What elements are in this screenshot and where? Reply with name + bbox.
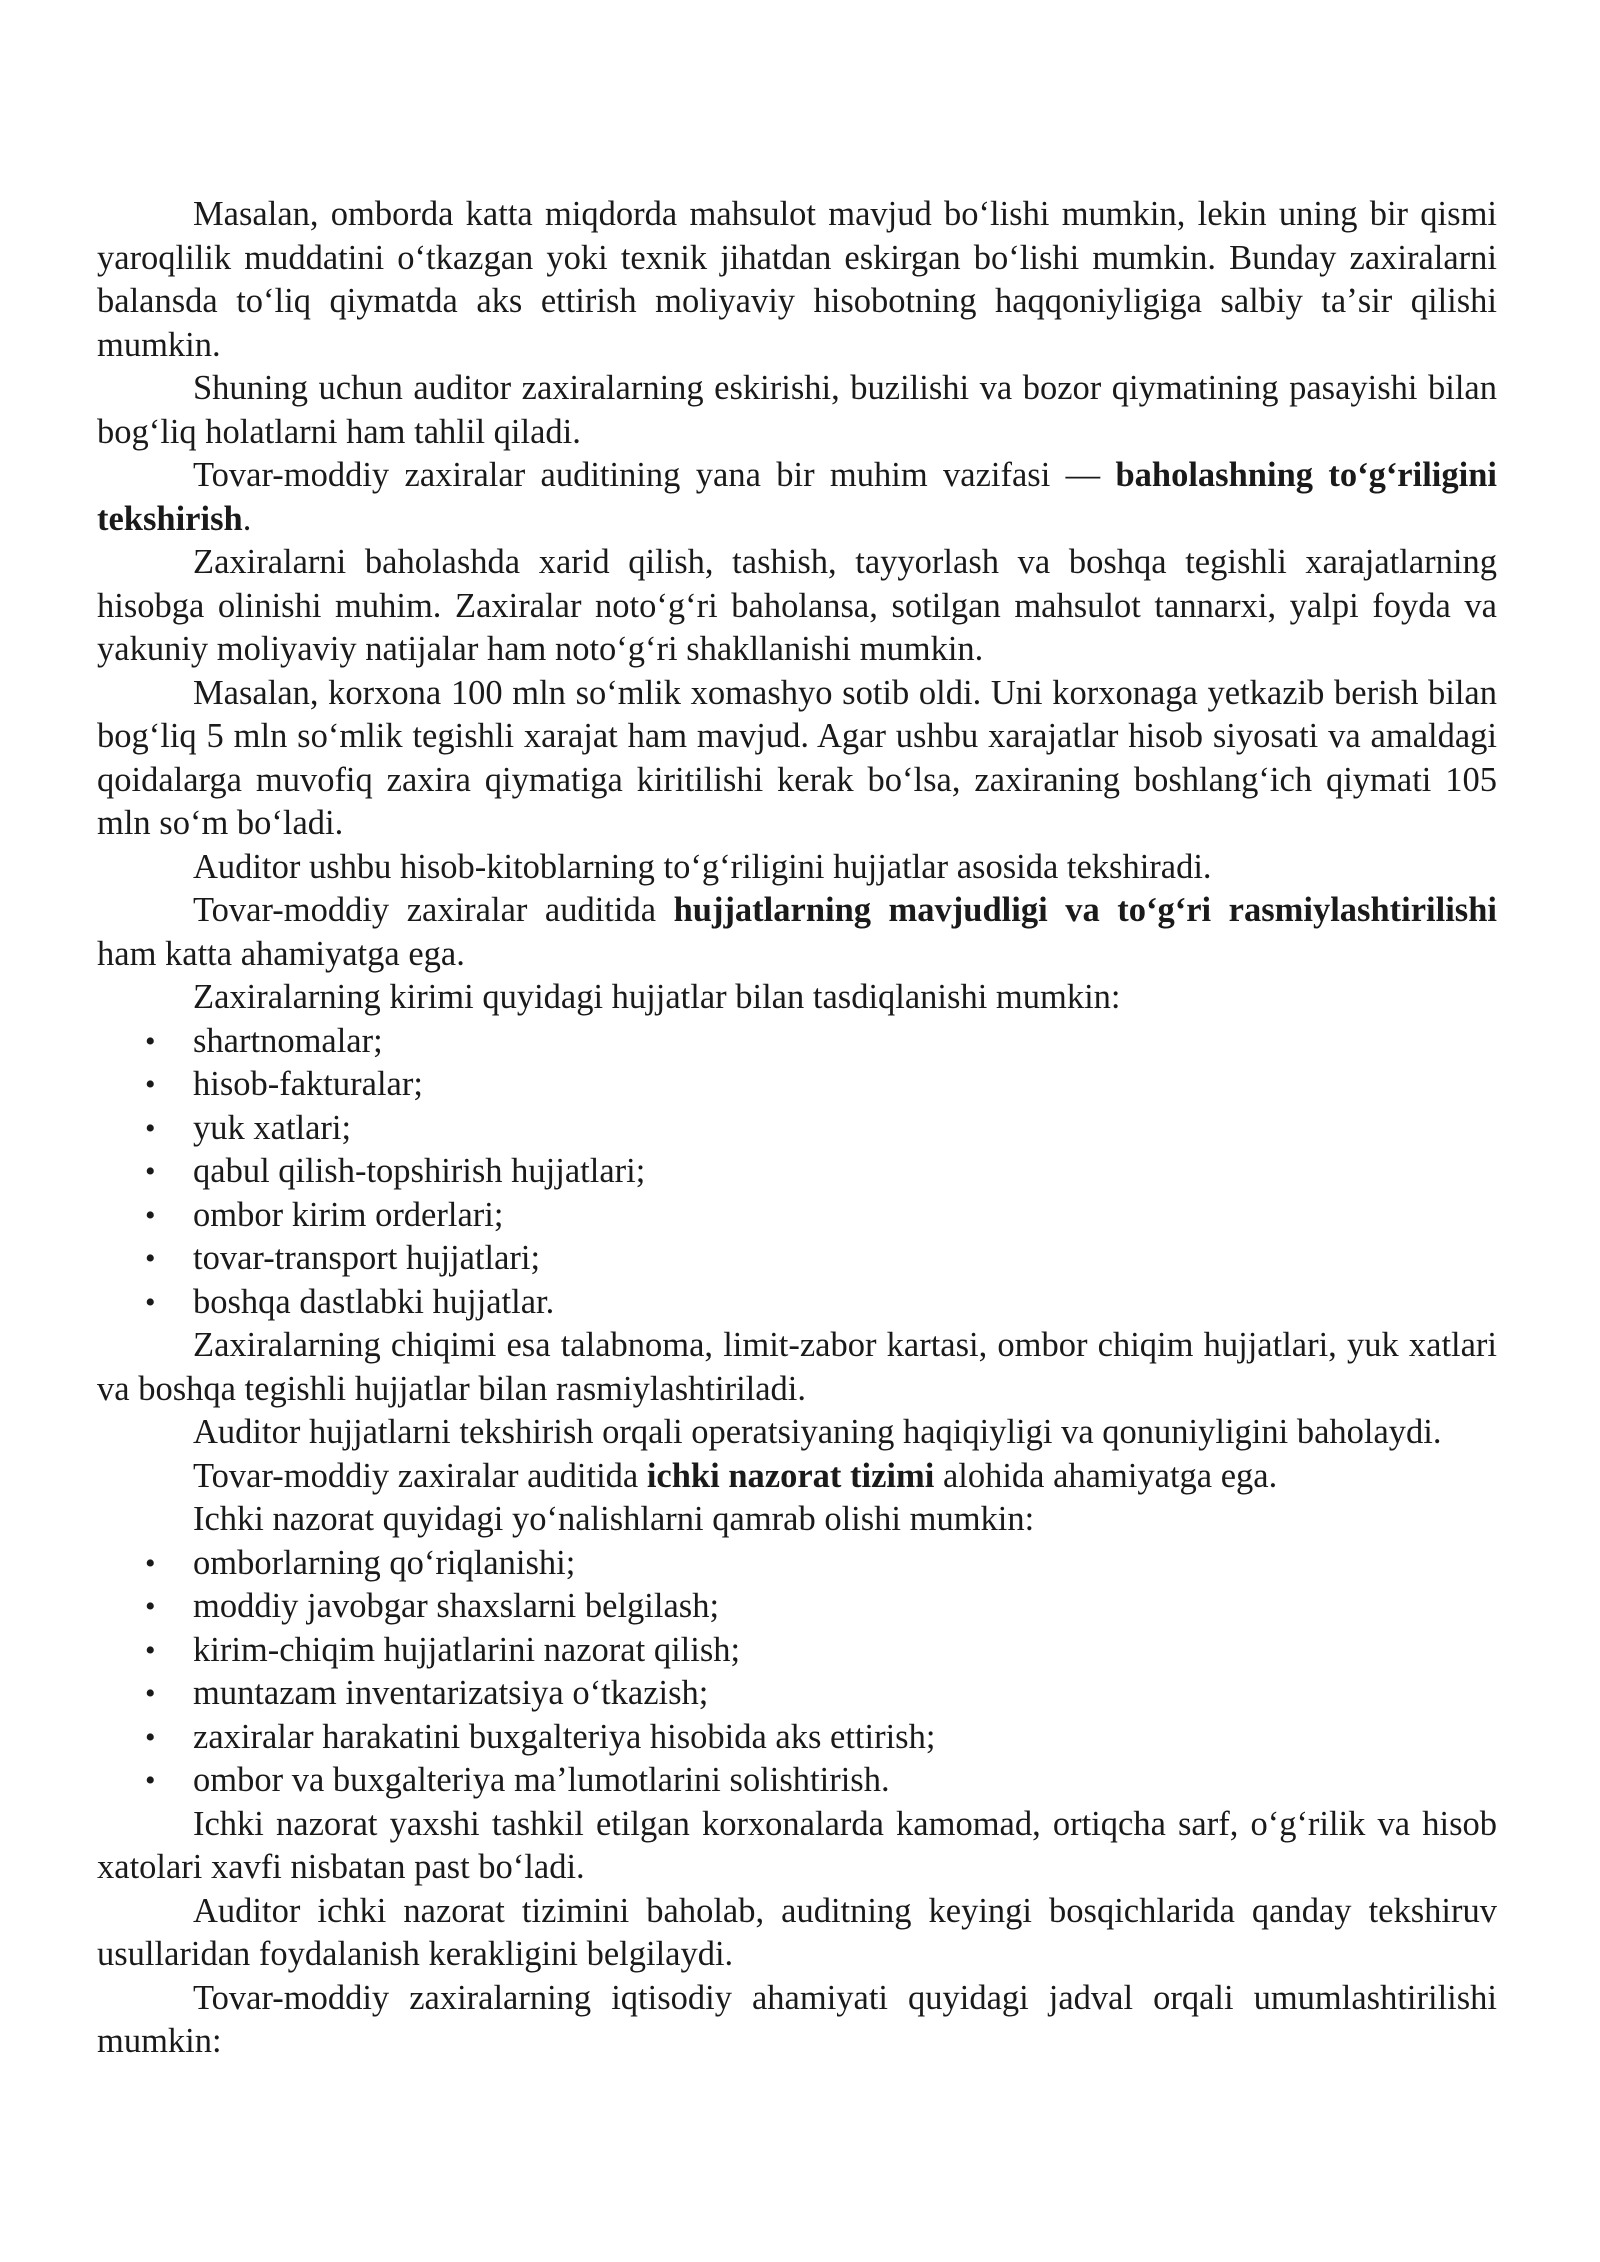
paragraph: Tovar-moddiy zaxiralarning iqtisodiy ahamiyati quyidagi jadval orqali umumlashtirilishi mumkin: <box>97 1978 1497 2060</box>
bold-phrase: ichki nazorat tizimi <box>646 1456 935 1495</box>
paragraph-text: Tovar-moddiy zaxiralar auditining yana bir muhim vazifasi — <box>193 456 1116 494</box>
list-item <box>97 1063 1497 1107</box>
bullet-icon: • <box>145 1764 156 1797</box>
bullet-icon: • <box>145 1024 156 1058</box>
paragraph: Auditor hujjatlarni tekshirish orqali operatsiyaning haqiqiyligi va qonuniyligini baholaydi. <box>193 1413 1442 1451</box>
bullet-icon: • <box>145 1111 156 1145</box>
paragraph <box>97 1455 1497 1499</box>
list-item <box>97 1759 1497 1803</box>
document-page <box>97 193 1497 2064</box>
list-item-text: shartnomalar; <box>193 1021 383 1060</box>
incoming-documents-list <box>97 1020 1497 1325</box>
list-item <box>97 1716 1497 1760</box>
bullet-icon: • <box>145 1155 156 1188</box>
paragraph <box>97 454 1497 541</box>
list-item-text: boshqa dastlabki hujjatlar. <box>193 1282 555 1321</box>
list-item-text: moddiy javobgar shaxslarni belgilash; <box>193 1587 720 1625</box>
list-item <box>97 1281 1497 1325</box>
paragraph: Zaxiralarning chiqimi esa talabnoma, limit-zabor kartasi, ombor chiqim hujjatlari, yuk xatlari va boshqa tegishli hujjatlar bilan rasmiylashtiriladi. <box>97 1326 1497 1408</box>
paragraph-text: ham katta ahamiyatga ega. <box>97 934 465 973</box>
list-item-text: ombor kirim orderlari; <box>193 1195 504 1234</box>
list-item <box>97 1672 1497 1716</box>
list-item <box>97 1542 1497 1586</box>
paragraph: Zaxiralarning kirimi quyidagi hujjatlar bilan tasdiqlanishi mumkin: <box>193 978 1121 1016</box>
list-item-text: tovar-transport hujjatlari; <box>193 1239 541 1277</box>
list-item <box>97 1585 1497 1629</box>
list-item <box>97 1237 1497 1281</box>
list-item-text: kirim-chiqim hujjatlarini nazorat qilish; <box>193 1630 741 1669</box>
bold-phrase: baholashning toʻgʻriligini tekshirish <box>97 456 1497 538</box>
bullet-icon: • <box>145 1720 156 1754</box>
bullet-icon: • <box>145 1633 156 1667</box>
bullet-icon: • <box>145 1242 156 1275</box>
paragraph-text: Tovar-moddiy zaxiralar auditida <box>193 891 674 929</box>
bullet-icon: • <box>145 1285 156 1319</box>
paragraph-text: . <box>242 499 252 538</box>
bold-phrase: hujjatlarning mavjudligi va toʻgʻri rasmiylashtirilishi <box>673 891 1497 929</box>
paragraph: Auditor ushbu hisob-kitoblarning toʻgʻriligini hujjatlar asosida tekshiradi. <box>193 847 1212 886</box>
paragraph: Masalan, omborda katta miqdorda mahsulot mavjud boʻlishi mumkin, lekin uning bir qismi yaroqlilik muddatini oʻtkazgan yoki texnik jihatdan eskirgan boʻlishi mumkin. Bunday zaxiralarni balansda toʻliq qiymatda aks ettirish moliyaviy hisobotning haqqoniyligiga salbiy taʼsir qilishi mumkin. <box>97 195 1497 364</box>
bullet-icon: • <box>145 1198 156 1232</box>
list-item <box>97 1194 1497 1238</box>
bullet-icon: • <box>145 1677 156 1710</box>
paragraph: Ichki nazorat yaxshi tashkil etilgan korxonalarda kamomad, ortiqcha sarf, oʻgʻrilik va hisob xatolari xavfi nisbatan past boʻladi. <box>97 1804 1497 1886</box>
paragraph <box>97 889 1497 976</box>
paragraph-text: Tovar-moddiy zaxiralar auditida <box>193 1456 647 1495</box>
paragraph: Zaxiralarni baholashda xarid qilish, tashish, tayyorlash va boshqa tegishli xarajatlarning hisobga olinishi muhim. Zaxiralar notoʻgʻri baholansa, sotilgan mahsulot tannarxi, yalpi foyda va yakuniy moliyaviy natijalar ham notoʻgʻri shakllanishi mumkin. <box>97 543 1497 668</box>
bullet-icon: • <box>145 1546 156 1580</box>
bullet-icon: • <box>145 1068 156 1101</box>
paragraph: Auditor ichki nazorat tizimini baholab, auditning keyingi bosqichlarida qanday tekshiruv usullaridan foydalanish kerakligini belgilaydi. <box>97 1891 1497 1973</box>
internal-control-list <box>97 1542 1497 1803</box>
list-item-text: muntazam inventarizatsiya oʻtkazish; <box>193 1674 709 1712</box>
paragraph: Masalan, korxona 100 mln soʻmlik xomashyo sotib oldi. Uni korxonaga yetkazib berish bilan bogʻliq 5 mln soʻmlik tegishli xarajat ham mavjud. Agar ushbu xarajatlar hisob siyosati va amaldagi qoidalarga muvofiq zaxira qiymatiga kiritilishi kerak boʻlsa, zaxiraning boshlangʻich qiymati 105 mln soʻm boʻladi. <box>97 673 1497 842</box>
list-item-text: hisob-fakturalar; <box>193 1065 423 1103</box>
list-item <box>97 1629 1497 1673</box>
bullet-icon: • <box>145 1590 156 1623</box>
list-item-text: zaxiralar harakatini buxgalteriya hisobida aks ettirish; <box>193 1717 936 1756</box>
paragraph: Ichki nazorat quyidagi yoʻnalishlarni qamrab olishi mumkin: <box>193 1500 1035 1538</box>
paragraph-text: alohida ahamiyatga ega. <box>934 1456 1278 1495</box>
list-item-text: omborlarning qoʻriqlanishi; <box>193 1543 576 1582</box>
list-item <box>97 1107 1497 1151</box>
list-item-text: ombor va buxgalteriya maʼlumotlarini solishtirish. <box>193 1761 890 1799</box>
list-item <box>97 1020 1497 1064</box>
paragraph: Shuning uchun auditor zaxiralarning eskirishi, buzilishi va bozor qiymatining pasayishi bilan bogʻliq holatlarni ham tahlil qiladi. <box>97 369 1497 451</box>
list-item-text: qabul qilish-topshirish hujjatlari; <box>193 1152 646 1190</box>
list-item-text: yuk xatlari; <box>193 1108 352 1147</box>
list-item <box>97 1150 1497 1194</box>
